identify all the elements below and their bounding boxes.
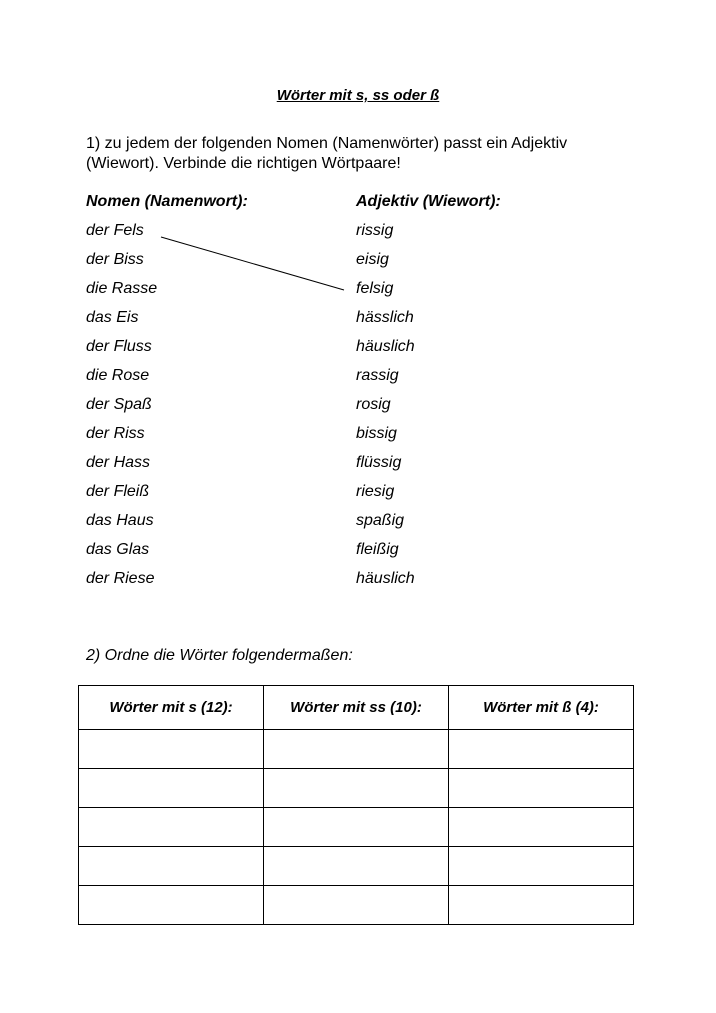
adjective-item[interactable]: spaßig bbox=[356, 512, 405, 529]
adjective-item[interactable]: rosig bbox=[356, 396, 391, 413]
noun-item[interactable]: das Haus bbox=[86, 512, 154, 529]
header-words-with-eszett: Wörter mit ß (4): bbox=[449, 686, 634, 730]
noun-item[interactable]: der Riese bbox=[86, 570, 155, 587]
table-row bbox=[79, 808, 634, 847]
noun-item[interactable]: der Hass bbox=[86, 454, 151, 471]
adjective-item[interactable]: häuslich bbox=[356, 338, 415, 355]
table-row bbox=[79, 847, 634, 886]
noun-item[interactable]: das Eis bbox=[86, 309, 139, 326]
noun-item[interactable]: der Spaß bbox=[86, 396, 152, 413]
table-cell[interactable] bbox=[79, 886, 264, 925]
adjective-item[interactable]: rassig bbox=[356, 367, 399, 384]
table-cell[interactable] bbox=[449, 808, 634, 847]
noun-item[interactable]: das Glas bbox=[86, 541, 150, 558]
adjective-item[interactable]: eisig bbox=[356, 251, 389, 268]
adjective-item[interactable]: flüssig bbox=[356, 454, 402, 471]
table-cell[interactable] bbox=[79, 769, 264, 808]
adjective-item[interactable]: riesig bbox=[356, 483, 395, 500]
task2-instruction: 2) Ordne die Wörter folgendermaßen: bbox=[86, 647, 353, 664]
task1-instruction-line1: 1) zu jedem der folgenden Nomen (Namenwörter) passt ein Adjektiv bbox=[86, 135, 568, 152]
noun-item[interactable]: die Rose bbox=[86, 367, 150, 384]
table-cell[interactable] bbox=[79, 808, 264, 847]
table-row bbox=[79, 886, 634, 925]
table-row bbox=[79, 730, 634, 769]
task1-instruction bbox=[86, 134, 646, 174]
table-cell[interactable] bbox=[449, 886, 634, 925]
header-words-with-s: Wörter mit s (12): bbox=[79, 686, 264, 730]
adjective-item[interactable]: rissig bbox=[356, 222, 394, 239]
noun-item[interactable]: die Rasse bbox=[86, 280, 158, 297]
adjective-item[interactable]: bissig bbox=[356, 425, 397, 442]
nouns-heading: Nomen (Namenwort): bbox=[86, 193, 248, 210]
adjective-item[interactable]: häuslich bbox=[356, 570, 415, 587]
header-words-with-ss: Wörter mit ss (10): bbox=[264, 686, 449, 730]
noun-item[interactable]: der Fels bbox=[86, 222, 144, 239]
worksheet-title: Wörter mit s, ss oder ß bbox=[276, 87, 440, 104]
adjective-list bbox=[356, 220, 415, 597]
sorting-table bbox=[78, 685, 634, 925]
task1-instruction-line2: (Wiewort). Verbinde die richtigen Wörtpaare! bbox=[86, 155, 401, 172]
table-cell[interactable] bbox=[79, 730, 264, 769]
adjective-item[interactable]: felsig bbox=[356, 280, 394, 297]
noun-item[interactable]: der Fluss bbox=[86, 338, 152, 355]
noun-item[interactable]: der Riss bbox=[86, 425, 145, 442]
table-cell[interactable] bbox=[264, 886, 449, 925]
table-row bbox=[79, 769, 634, 808]
table-cell[interactable] bbox=[79, 847, 264, 886]
adjective-item[interactable]: hässlich bbox=[356, 309, 414, 326]
table-cell[interactable] bbox=[449, 730, 634, 769]
table-cell[interactable] bbox=[449, 769, 634, 808]
noun-list bbox=[86, 220, 157, 597]
noun-item[interactable]: der Fleiß bbox=[86, 483, 150, 500]
adjective-item[interactable]: fleißig bbox=[356, 541, 399, 558]
table-cell[interactable] bbox=[449, 847, 634, 886]
sorting-table-header-row bbox=[79, 686, 634, 730]
connection-line-fels-felsig bbox=[161, 237, 344, 290]
adjectives-heading: Adjektiv (Wiewort): bbox=[356, 193, 501, 210]
table-cell[interactable] bbox=[264, 847, 449, 886]
table-cell[interactable] bbox=[264, 769, 449, 808]
table-cell[interactable] bbox=[264, 730, 449, 769]
noun-item[interactable]: der Biss bbox=[86, 251, 144, 268]
table-cell[interactable] bbox=[264, 808, 449, 847]
